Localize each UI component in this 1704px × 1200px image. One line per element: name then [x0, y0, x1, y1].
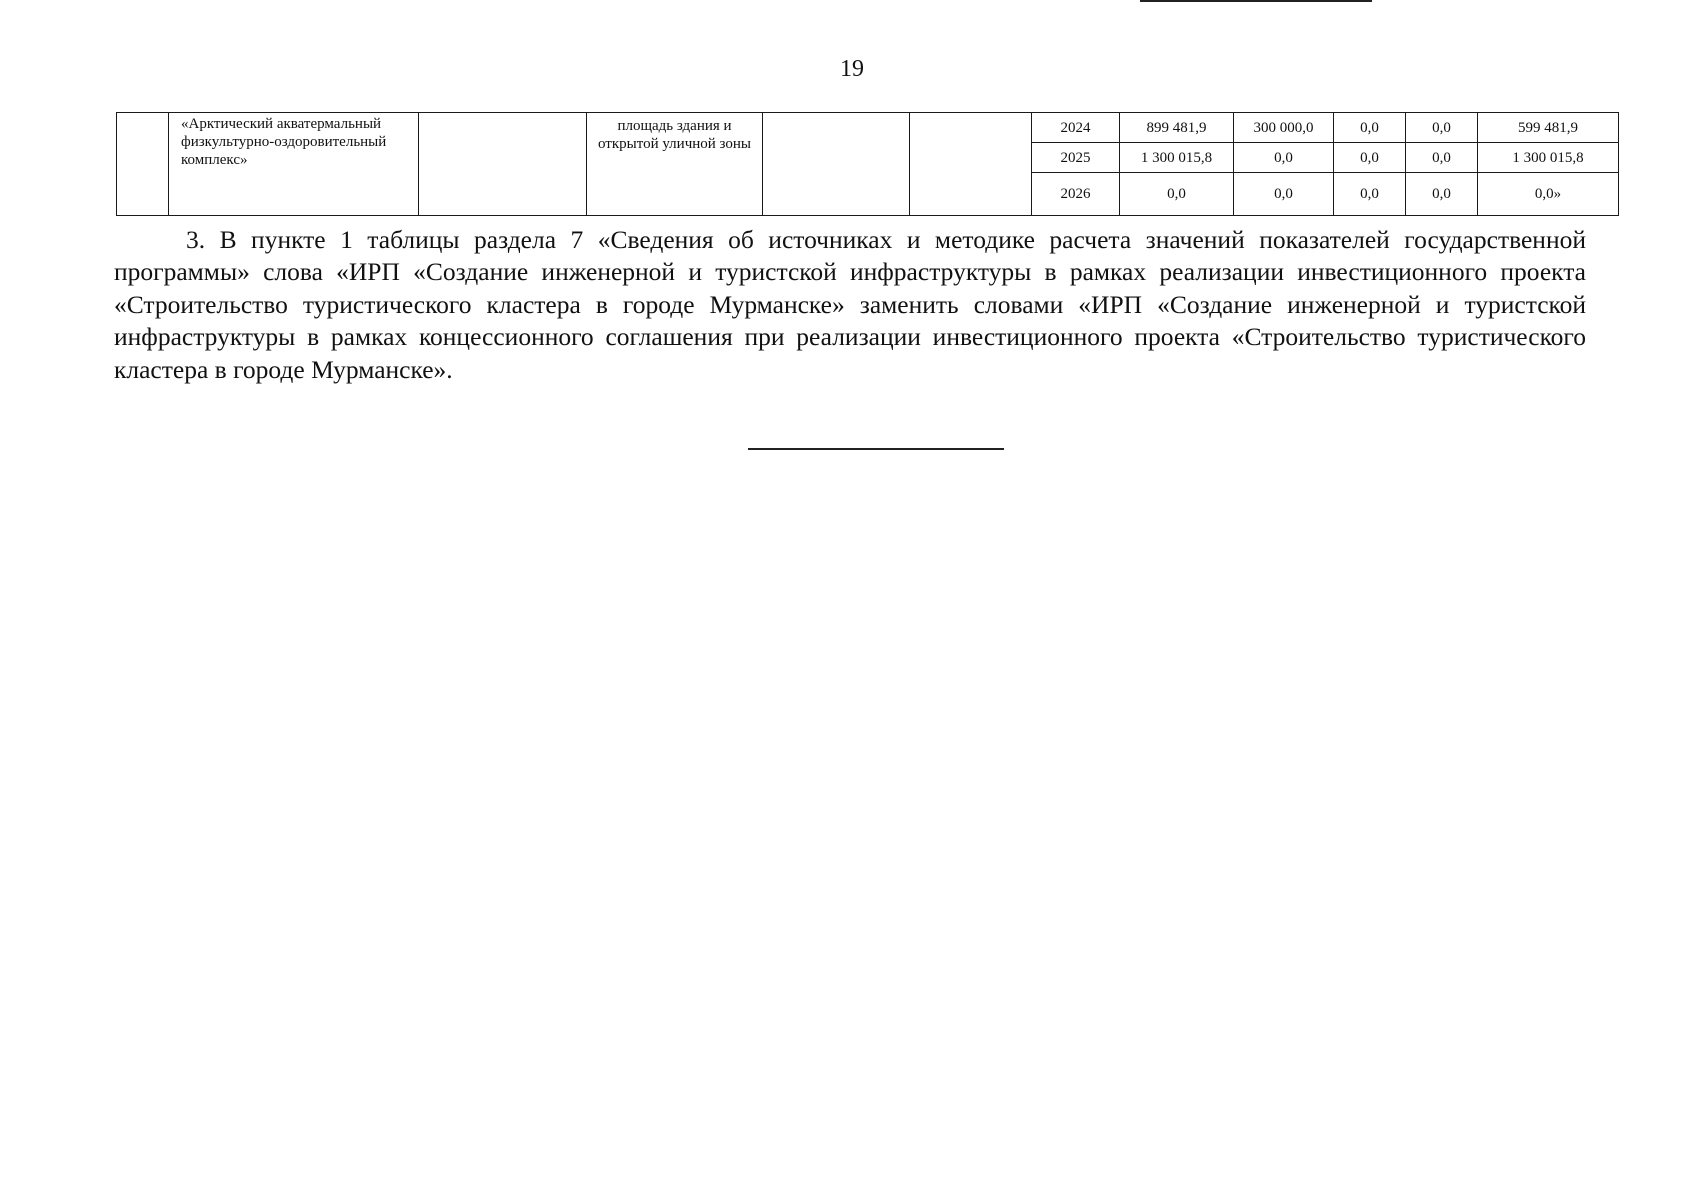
page-number: 19 — [840, 56, 864, 82]
regional-cell: 0,0 — [1334, 113, 1406, 143]
municipal-cell: 0,0 — [1406, 173, 1478, 216]
federal-cell: 0,0 — [1234, 143, 1334, 173]
regional-cell: 0,0 — [1334, 143, 1406, 173]
table-cell-empty — [910, 113, 1032, 216]
year-cell: 2025 — [1032, 143, 1120, 173]
other-cell: 1 300 015,8 — [1478, 143, 1619, 173]
funding-table — [116, 112, 1619, 216]
year-cell: 2026 — [1032, 173, 1120, 216]
federal-cell: 300 000,0 — [1234, 113, 1334, 143]
total-cell: 1 300 015,8 — [1120, 143, 1234, 173]
municipal-cell: 0,0 — [1406, 143, 1478, 173]
total-cell: 899 481,9 — [1120, 113, 1234, 143]
amendment-paragraph: 3. В пункте 1 таблицы раздела 7 «Сведения об источниках и методике расчета значений показателей государственной программы» слова «ИРП «Создание инженерной и туристской инфраструктуры в рамках реализации инвестиционного проекта «Строительство туристического кластера в городе Мурманске» заменить словами «ИРП «Создание инженерной и туристской инфраструктуры в рамках концессионного соглашения при реализации инвестиционного проекта «Строительство туристического кластера в городе Мурманске». — [114, 225, 1586, 384]
regional-cell: 0,0 — [1334, 173, 1406, 216]
year-cell: 2024 — [1032, 113, 1120, 143]
other-cell: 0,0» — [1478, 173, 1619, 216]
table-cell-empty — [419, 113, 587, 216]
top-edge-rule — [1140, 0, 1372, 2]
table-row — [117, 113, 1619, 143]
table-cell-empty — [763, 113, 910, 216]
end-separator-line — [748, 448, 1004, 450]
total-cell: 0,0 — [1120, 173, 1234, 216]
federal-cell: 0,0 — [1234, 173, 1334, 216]
object-name-cell: «Арктический акватермальный физкультурно-оздоровительный комплекс» — [169, 113, 419, 216]
other-cell: 599 481,9 — [1478, 113, 1619, 143]
indicator-cell: площадь здания и открытой уличной зоны — [587, 113, 763, 216]
table-cell-number — [117, 113, 169, 216]
municipal-cell: 0,0 — [1406, 113, 1478, 143]
